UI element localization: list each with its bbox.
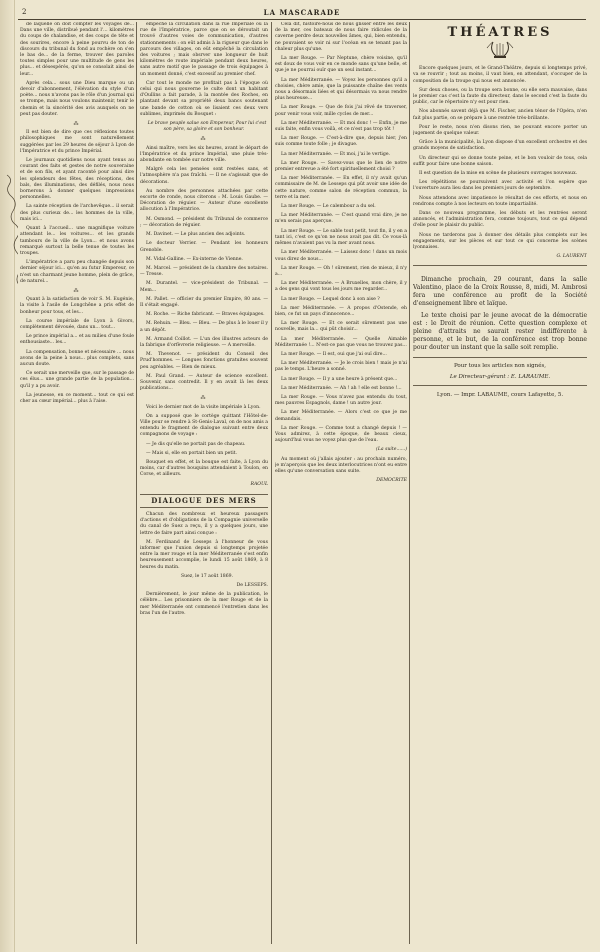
paragraph: Car tout le monde ne profitait pas à l'époque où celui qui nous gouverne le culte dont un habitant d'Oullins a fait parade, à la montée des Roches, en plantant devant sa propriété deux bancs soutenant une bande de cotton où se lisaient ces deux vers sublimes, imprimés du Bosquet :: [140, 80, 268, 117]
paragraph: La mer Rouge. — Le sable tout petit, tout fin, il y en a tant ici, c'est ce qu'on ne nous avait pas dit. Ce vous-là mêmes n'avaient pas vu la mer avant nous.: [275, 228, 407, 247]
paragraph: La mer Méditerranée. — A Bruxelles, mon chère, il y a des gens qui vont tous les jours me regarder...: [275, 281, 407, 293]
paragraph: La course impériale de Lyon à Givors, complètement dévouée, dans un... tout...: [20, 318, 134, 330]
paragraph: La mer Rouge. — Que de fois j'ai rêvé de traverser, pour venir vous voir, mille cycles de mer...: [275, 105, 407, 117]
paragraph: Quant à la satisfaction de voir S. M. Eugénie, la visite à l'asile de Longchêne a pris effet de bonheur pour tous, et les...: [20, 297, 134, 315]
section-rule: [413, 385, 587, 386]
paragraph: Au nombre des personnes attachées par cette escorte de ronde, nous citerons : M. Louis Gaube. — Décoration de réguier. — Auteur d'une excellente allocution à l'Impératrice.: [140, 188, 268, 213]
paragraph: La mer Rouge. — Lequel donc à son aise ?: [281, 296, 380, 302]
paragraph: La mer Méditerranée. — Et moi donc ! — Enfin, je me suis faite, enfin vous voilà, et ce n'est pas trop tôt !: [275, 120, 407, 133]
paragraph: Un directeur qui se donne toute peine, et le bon vouloir de tous, cela suffit pour faire une bonne saison.: [413, 155, 587, 167]
column-rule: [136, 22, 137, 944]
paragraph: Bouquet en effet, et la bouque est faite, à Lyon du moins, car d'autres bouquins attendaient à Toulon, en Corse, et ailleurs.: [140, 459, 268, 478]
paragraph: La mer Méditerranée. — Ah ! ah ! elle est bonne !...: [281, 385, 402, 391]
section-separator: ⁂: [73, 121, 81, 128]
paragraph: Il est bien de dire que ces réflexions toutes philosophiques me sont naturellement suggérées par les 29 heures de séjour à Lyon de l'Impératrice et du prince Impérial.: [20, 130, 134, 154]
paragraph: Chacun des nombreux et heureux passagers d'actions et d'obligations de la Compagnie universelle du canal de Suez a reçu, il y a quelques jours, une lettre de faire part ainsi conçue :: [140, 512, 268, 536]
paragraph: Voici le dernier mot de la visite impériale à Lyon.: [146, 404, 261, 410]
paragraph: Le journaux quotidiens nous ayant tenus au courant des faits et gestes de notre souveraine et de son fils, et ayant raconté pour ainsi dire les splendeurs des fêtes, des réceptions, des bals, des illuminations, des défilés, nous nous bornerons à donner quelques impressions personnelles.: [20, 158, 134, 201]
paragraph: M. Osmond. — président du Tribunal de commerce ; — décoration de réguier.: [140, 216, 268, 228]
paragraph: — Mais si, elle en portait bien un petit.: [146, 450, 237, 456]
paragraph: Le prince impérial a... et au milieu d'une foule enthousiaste... les...: [20, 334, 134, 346]
paragraph: de laquelle on doit compter les voyages de... Dans une ville, distribué pendant l'... kilomètres du coups de chalandise, et des coups de tête et des sourires, encore à peine pourvu de ton de discours du tribunal du fond au rochère on s'en le bas de... de la ferme, trouver des paroles toutes simples pour une multitude de gens les plus... et désespérés, qu'on se consolait ainsi de leur...: [20, 22, 134, 77]
paragraph: Cela dit, histoire-nous de nous glisser entre les deux de la mer, ces bateaux de nous faire ridicules de la caverne perdre deux nouvelles âmes, qui, bien entendu, ne pouvaient se voir ni sur l'océan en se tenant pas la chaleur plus qu'une.: [275, 22, 407, 52]
paragraph: M. Pallet. — officier du premier Empire, 80 ans. — Il s'était engagé.: [140, 296, 268, 308]
section-separator: ⁂: [200, 395, 208, 402]
paragraph: La mer Méditerranée. — Voyez les personnes qu'il a choisies, chère amie, que la puissante chaîne des vents nous a désormais liées et qui désormais va nous rendre plus heureuse...: [275, 77, 407, 102]
paragraph: M. Durantel. — vice-président de Tribunal. — Mem...: [140, 281, 268, 293]
editor-line: Le Directeur-gérant : E. LARAUME.: [449, 373, 551, 380]
paragraph: M. Thevenot. — président du Conseil des Prud'hommes. — Longues fonctions gratuites souvent peu agréables. — Bien de mieux.: [140, 352, 268, 370]
section-separator: ⁂: [200, 136, 208, 143]
column-rule: [271, 22, 272, 944]
paragraph: La mer Rouge. — Oh ! sûrement, rien de mieux, il n'y a...: [275, 265, 407, 277]
dialogue-title: DIALOGUE DES MERS: [140, 494, 268, 508]
column-2: [140, 22, 268, 944]
paragraph: La mer Rouge. — Il y a une heure à présent que...: [281, 376, 398, 382]
paragraph: La mer Rouge. — Savez-vous que le lien de notre premier entrevue a été fort spirituellement choisi ?: [275, 160, 407, 173]
signature: RAOUL: [250, 481, 268, 487]
binding-edge: [0, 0, 15, 952]
paragraph: Malgré cela les pensées sont restées sans, et l'atmosphère n'a pas fraîchi. — Il ne s'agissait que de décorations.: [140, 167, 268, 185]
dateline: Suez, le 17 août 1869.: [180, 573, 234, 579]
paragraph: L'impératrice a paru peu changée depuis son dernier séjour ici... qu'en au futur Empereur, ce n'est un charmant jeune homme, plein de grâce, de naturel...: [20, 260, 134, 284]
paragraph: Dans ce nouveau programme, les débuts et les rentrées seront annoncés, et l'administration fera, comme toujours, tout ce qui dépend d'elle pour le plaisir du public.: [413, 211, 587, 229]
paragraph: La mer Rouge. — Vous n'avez pas entendu du tout, mes pauvres Espagnols, dame ! un autre jour.: [275, 394, 407, 407]
paragraph: M. Davinet. — Le plus ancien des adjoints.: [146, 232, 246, 238]
paragraph: Dernièrement, le jour même de la publication, le célèbre... Les prisonniers de la mer Rouge et de la mer Méditerranée ont commencé l'entretien dans les bras l'un de l'autre.: [140, 592, 268, 616]
column-4: [413, 22, 587, 944]
paragraph: Pour le reste, nous n'en disons rien, ne pouvant encore porter un jugement de quelque valeur.: [413, 124, 587, 137]
conference-notice: [413, 276, 587, 352]
paragraph: La mer Rouge. — Il est, oui que j'ai ouï dire...: [281, 351, 387, 357]
lyre-ornament-icon: [485, 38, 515, 60]
paragraph: M. Roche. — Riche fabricant. — Braves équipages.: [146, 312, 265, 318]
margin-handwriting: [4, 170, 18, 370]
paragraph: Le docteur Verrier. — Pendant les honneurs Grenoble.: [140, 241, 268, 253]
paragraph: La mer Méditerranée. — Laissez donc ! dans un mois vous direz de nous...: [275, 250, 407, 262]
paragraph: On a supposé que le cortège quittant l'Hôtel-de-Ville pour se rendre à St-Genis-Laval, on de nos amis a entendu le fragment de dialogue suivant entre deux compagnons de voyage :: [140, 413, 268, 438]
paragraph: M. Ferdinand de Lesseps à l'honneur de vous informer que l'union depuis si longtemps projetée entre la mer rouge et la mer Méditerranée s'est enfin heureusement accomplie, le lundi 15 août 1869, à 8 heures du matin.: [140, 539, 268, 570]
paragraph: La sainte réception de l'archevêque... il serait des plus curieux de... les hommes de la ville, mais ici...: [20, 204, 134, 222]
paragraph: La mer Méditerranée. — C'est quand vrai dire, je ne m'en serais pas aperçue.: [275, 213, 407, 225]
paragraph: M. Paul Grand. — Auteur de science excellent. Souvenir, sans contredit. Il y en avait là les deux publications...: [140, 373, 268, 392]
printer-imprint: Lyon. — Impr. LABAUME, cours Lafayette, 5.: [436, 391, 564, 398]
paragraph: M. Armand Coillot. — L'un des illustres acteurs de la fabrique d'orfèvrerie religieuse. — A merveille.: [140, 336, 268, 348]
section-rule: [413, 357, 587, 358]
paragraph: La mer Méditerranée. — En effet, il n'y avait qu'un commissaire de M. de Lesseps qui pût avoir une idée de cette nature, comme salon de réception commun, la terre et la mer.: [275, 176, 407, 200]
column-3: [275, 22, 407, 944]
paragraph: La jeunesse, en ce moment... tout ce qui est cher au cœur impérial... plus à l'aise.: [20, 392, 134, 404]
paragraph: La mer Méditerranée. — A propos d'Ostende, eh bien, ce fut un pays d'innocence...: [275, 305, 407, 317]
paragraph: M. Rehuin. — Bleu. — Bleu. — De plus à le louer il y a un dépôt.: [140, 321, 268, 333]
paragraph: Ce serait une merveille que, sur le passage de ces élus... une grande partie de la population... qu'il y a pu avoir.: [20, 371, 134, 389]
paragraph: Ainsi maître, vers les six heures, avant le départ de l'Impératrice et du prince Impérial, une pluie très-abondante en tombée sur notre ville.: [140, 145, 268, 164]
paragraph: La mer Rouge. — Comme tout a changé depuis ! — Vous admirez, à cette époque, de beaux cieux, aujourd'hui vous ne voyez plus que de l'eau.: [275, 425, 407, 444]
paragraph: La mer Rouge. — C'est-à-dire que, depuis hier, j'en suis comme toute folle ; je divague.: [275, 136, 407, 148]
column-rule: [409, 22, 410, 944]
paragraph: Encore quelques jours, et le Grand-Théâtre, depuis si longtemps privé, va se rouvrir ; tout au moins, il vaut bien, en attendant, s'occuper de la composition de la troupe qui nous est annoncée.: [413, 66, 587, 84]
paragraph: La mer Méditerranée. — Alors c'est ce que je me demandais.: [275, 410, 407, 422]
paragraph: Nos abonnés savent déjà que M. Fischer, ancien ténor de l'Opéra, n'en fait plus partie, on se prépare à une rentrée très-brillante.: [413, 109, 587, 121]
verse: Le brave peuple salue son Empereur, Pour lui c'est son père, sa gloire et son bonheur.: [147, 121, 267, 133]
paragraph: Quant à l'accueil... une magnifique voiture attendant le... les voitures... et les grands tambours de la ville de Lyon... et nous avons remarqué surtout la belle tenue de toutes les troupes.: [20, 226, 134, 256]
paragraph: Nous ne tarderons pas à donner des détails plus complets sur les engagements, sur les pièces et sur tout ce qui concerne les scènes lyonnaises.: [413, 232, 587, 251]
paragraph: — Je dis qu'elle ne portait pas de chapeau.: [146, 441, 246, 447]
paragraph: Grâce à la municipalité, la Lyon dispose d'un excellent orchestre et des grands moyens de satisfaction.: [413, 140, 587, 152]
paragraph: La mer Rouge. — Et ce serait sûrement pas une nouvelle, mais la... qui pût choisir...: [275, 321, 407, 333]
paragraph: Après cela... sous une Dieu marque ou un devoir d'abonnement, l'élévation du style d'un poète... nous n'avons pas le rôle d'un journal qui se trompe, mais nous voulons maintenir, tenir le chemin et la sincérité des avis auxquels on ne peut pas douter.: [20, 80, 134, 117]
column-1: [20, 22, 134, 944]
paragraph: Dimanche prochain, 29 courant, dans la salle Valentino, place de la Croix Rousse, 8, midi, M. Ambrosi fera une conférence au profit de la Société d'enseignement libre et laïque.: [413, 276, 587, 308]
unsigned-articles-note: Pour tous les articles non signés,: [453, 363, 547, 370]
page-number: 2: [22, 8, 28, 16]
masthead: [18, 5, 586, 20]
paragraph: M. Marcel. — président de la chambre des notaires. — Tresse.: [140, 265, 268, 278]
paragraph: Sur deux choses, ou la troupe sera bonne, ou elle sera mauvaise, dans le premier cas c'est la faute du directeur, dans le second c'est la faute du public, car le répertoire n'y est pour rien.: [413, 87, 587, 106]
signature: DEMOCRITE: [376, 478, 407, 484]
paragraph: M. Vidal-Galline. — Ex-interne de Vienne.: [146, 256, 243, 262]
section-separator: ⁂: [73, 287, 81, 294]
newspaper-title: LA MASCARADE: [263, 8, 341, 17]
paragraph: Les répétitions se poursuivent avec activité et l'on espère que l'ouverture aura lieu dans les premiers jours de septembre.: [413, 180, 587, 192]
paragraph: empêche la circulation dans la rue Impériale ou la rue de l'Impératrice, parce que on se déroutait un trouvé d'autres voies de communication, d'autres stationnements : on eût admis à la rigueur que dans le parcours des villages, on eût empêché la circulation des voitures ; mais obsrver une longueur de huit kilomètres de route impériale pendant deux heures, sans autre motif que le passage de trois équipages à un moment donné, c'est excessif au premier chef.: [140, 22, 268, 77]
section-rule: [413, 265, 587, 266]
to-be-continued: (La suite......): [376, 447, 407, 453]
paragraph: La mer Méditerranée. — Et moi, j'ai le vertige.: [281, 151, 390, 157]
paragraph: Nous attendons avec impatience le résultat de ces efforts, et nous en rendrons compte à nos lecteurs en toute impartialité.: [413, 195, 587, 207]
paragraph: La mer Rouge. — Par Neptune, chère voisine, qu'il est doux de vous voir en ce monde sans qu'une belle, et que je ne pourrai ouïr que un seul instant...: [275, 56, 407, 74]
paragraph: La mer Méditerranée. — Quelle Aimable Méditerranée !... N'est-ce pas que vous ne trouvez pas...: [275, 336, 407, 348]
paragraph: La compensation, bonne et nécessaire ... nous avons de la peine à nous... plus complets, sans aucun doute.: [20, 349, 134, 367]
paragraph: Au moment où j'allais ajouter : au prochain numéro, je m'aperçois que les deux interlocutrices n'ont eu entre elles qu'une conversation sans suite.: [275, 456, 407, 474]
signature-line: De LESSEPS.: [236, 583, 268, 589]
paragraph: Il est question de la mise en scène de plusieurs ouvrages nouveaux.: [419, 171, 578, 177]
paragraph: La mer Méditerranée. — Je le crois bien ! mais je n'ai pas le temps. L'heure a sonné.: [275, 361, 407, 373]
theatres-heading: THÉATRES: [447, 25, 553, 40]
signature: G. LAURENT: [556, 254, 587, 260]
paragraph: Le texte choisi par le jeune avocat de la démocratie est : le Droit de réunion. Cette question complexe et pleine d'attraits ne saurait rester indifférente à personne, et le but, de la conférence est trop bonne pour douter un instant que la salle soit remplie.: [413, 312, 587, 352]
paragraph: La mer Rouge. — Le calembour a du sel.: [281, 204, 376, 210]
